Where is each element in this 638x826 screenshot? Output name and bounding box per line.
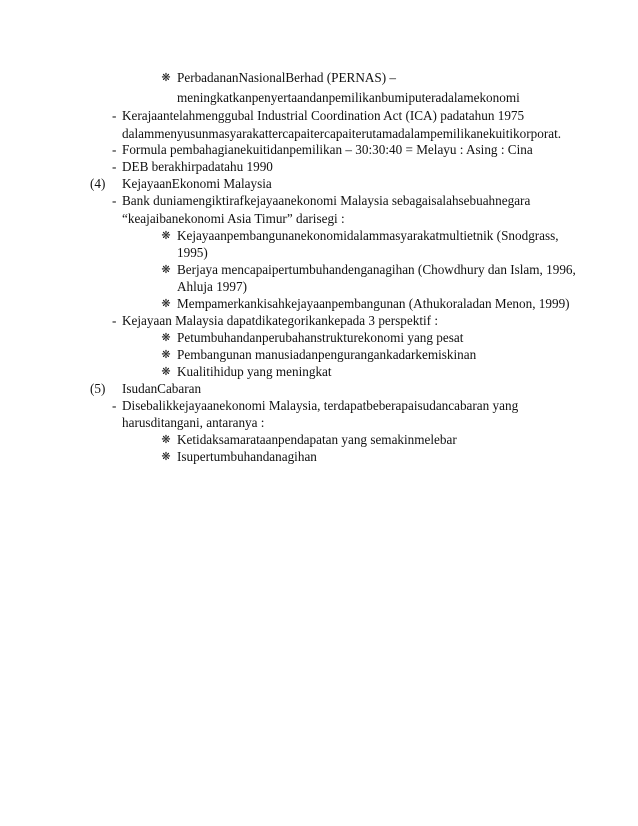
dash-item: - Kerajaantelahmenggubal Industrial Coordination Act (ICA) padatahun 1975 <box>112 108 525 123</box>
dash-item-continuation: harusditangani, antaranya : <box>122 415 265 430</box>
section-number: (4) <box>90 176 106 191</box>
flower-bullet-icon: ❋ <box>161 348 171 361</box>
section-title: IsudanCabaran <box>122 381 202 396</box>
bullet-item-text: Berjaya mencapaipertumbuhandenganagihan (Chowdhury dan Islam, 1996, <box>177 262 576 277</box>
flower-bullet-icon: ❋ <box>161 450 171 463</box>
section-number: (5) <box>90 381 106 396</box>
bullet-item-text: Ketidaksamarataanpendapatan yang semakinmelebar <box>177 432 457 447</box>
flower-bullet-icon: ❋ <box>161 331 171 344</box>
dash-item-text: DEB berakhirpadatahu 1990 <box>122 159 273 174</box>
bullet-item-text: Kualitihidup yang meningkat <box>177 364 332 379</box>
dash-item: - Kejayaan Malaysia dapatdikategorikankepada 3 perspektif : <box>112 313 439 328</box>
bullet-item-continuation: Ahluja 1997) <box>177 279 247 294</box>
flower-bullet-icon: ❋ <box>161 365 171 378</box>
bullet-item-continuation: 1995) <box>177 245 208 260</box>
dash-item: - Disebalikkejayaanekonomi Malaysia, terdapatbeberapaisudancabaran yang <box>112 398 519 413</box>
dash-item-text: Disebalikkejayaanekonomi Malaysia, terdapatbeberapaisudancabaran yang <box>122 398 519 413</box>
bullet-item-text: Mempamerkankisahkejayaanpembangunan (Athukoraladan Menon, 1999) <box>177 296 570 311</box>
section-heading <box>90 381 201 397</box>
bullet-item-text: PerbadananNasionalBerhad (PERNAS) – <box>177 70 397 85</box>
dash-item-text: Formula pembahagianekuitidanpemilikan – 30:30:40 = Melayu : Asing : Cina <box>122 142 533 157</box>
dash-item-continuation: dalammenyusunmasyarakattercapaitercapaiterutamadalampemilikanekuitikorporat. <box>122 126 562 141</box>
flower-bullet-icon: ❋ <box>161 229 171 242</box>
dash-item-text: Kejayaan Malaysia dapatdikategorikankepada 3 perspektif : <box>122 313 439 328</box>
flower-bullet-icon: ❋ <box>161 71 171 84</box>
flower-bullet-icon: ❋ <box>161 263 171 276</box>
bullet-item-continuation: meningkatkanpenyertaandanpemilikanbumiputeradalamekonomi <box>177 90 520 105</box>
section-heading <box>90 176 272 192</box>
bullet-item-text: Pembangunan manusiadanpengurangankadarkemiskinan <box>177 347 477 362</box>
bullet-item-text: Kejayaanpembangunanekonomidalammasyarakatmultietnik (Snodgrass, <box>177 228 559 243</box>
dash-item: - Formula pembahagianekuitidanpemilikan – 30:30:40 = Melayu : Asing : Cina <box>112 142 533 157</box>
dash-item-continuation: “keajaibanekonomi Asia Timur” darisegi : <box>122 211 345 226</box>
dash-item-text: Kerajaantelahmenggubal Industrial Coordination Act (ICA) padatahun 1975 <box>122 108 525 123</box>
dash-item: - Bank duniamengiktirafkejayaanekonomi Malaysia sebagaisalahsebuahnegara <box>112 193 531 208</box>
flower-bullet-icon: ❋ <box>161 297 171 310</box>
dash-item: - DEB berakhirpadatahu 1990 <box>112 159 273 174</box>
bullet-item-text: Isupertumbuhandanagihan <box>177 449 317 464</box>
bullet-item-text: Petumbuhandanperubahanstrukturekonomi yang pesat <box>177 330 464 345</box>
flower-bullet-icon: ❋ <box>161 433 171 446</box>
dash-item-text: Bank duniamengiktirafkejayaanekonomi Malaysia sebagaisalahsebuahnegara <box>122 193 531 208</box>
section-title: KejayaanEkonomi Malaysia <box>122 176 272 191</box>
